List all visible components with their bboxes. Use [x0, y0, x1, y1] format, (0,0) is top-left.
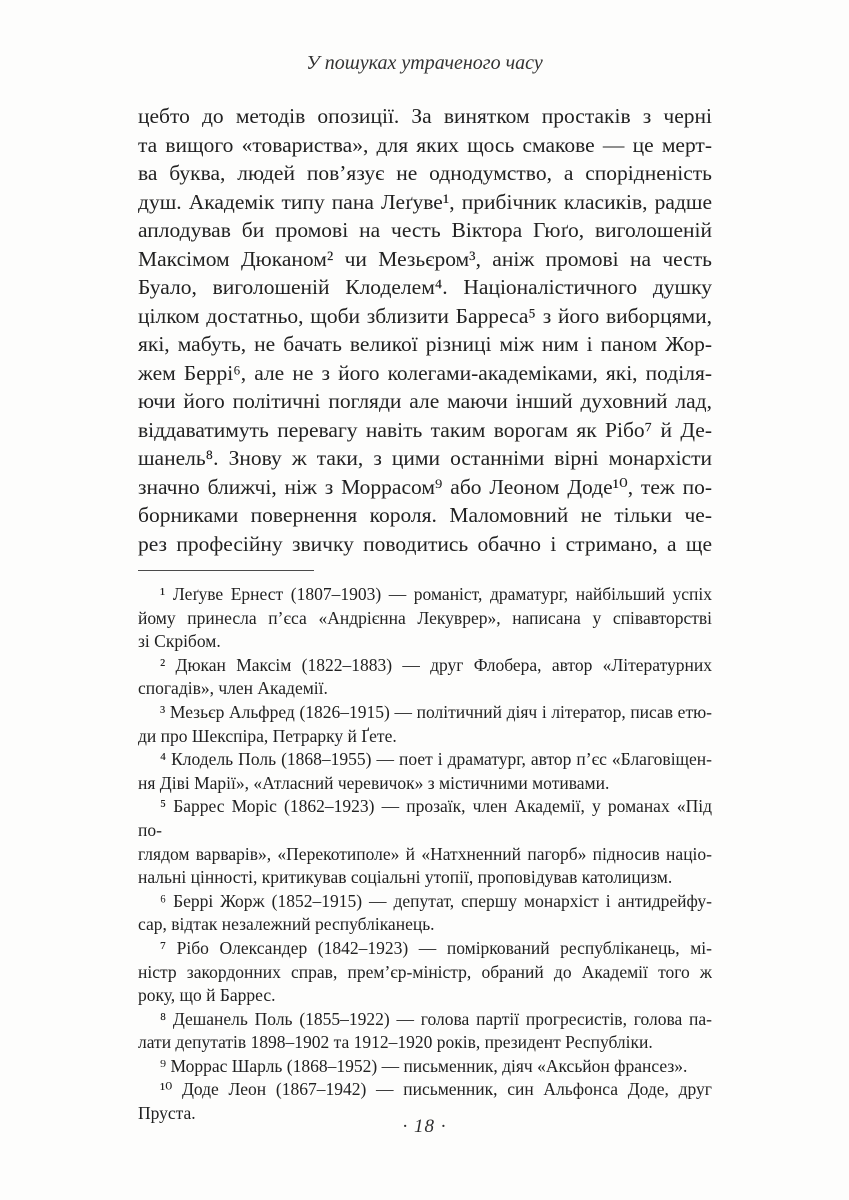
body-text-line: цебто до методів опозиції. За винятком простаків з черні — [138, 104, 712, 128]
footnotes-section — [138, 583, 712, 1126]
body-text-line: душ. Академік типу пана Леґуве¹, прибічник класиків, радше — [138, 189, 712, 214]
footnote-text-line: ¹⁰ Доде Леон (1867–1942) — письменник, син Альфонса Доде, друг Пруста. — [138, 1079, 712, 1124]
footnote — [138, 937, 712, 1008]
footnote-text-line: ³ Мезьєр Альфред (1826–1915) — політичний діяч і літератор, писав етю- — [160, 701, 712, 722]
footnote-text-line: йому принесла п’єса «Андрієнна Лекуврер», написана у співавторстві — [138, 607, 712, 628]
body-text-line: рез професійну звичку поводитись обачно і стримано, а ще — [138, 531, 712, 556]
footnote — [138, 795, 712, 889]
footnote — [138, 654, 712, 701]
body-text-line: які, мабуть, не бачать великої різниці між ним і паном Жор- — [138, 332, 712, 356]
footnote — [138, 890, 712, 937]
footnote-text-line: ністр закордонних справ, прем’єр-міністр, обраний до Академії того ж — [138, 961, 712, 982]
footnote — [138, 701, 712, 748]
footnote-text-line: зі Скрібом. — [138, 631, 221, 652]
footnote-text-line: ² Дюкан Максім (1822–1883) — друг Флобера, автор «Літературних — [160, 654, 712, 675]
body-text-line: та вищого «товариства», для яких щось смакове — це мерт- — [138, 132, 712, 157]
footnote-text-line: ⁵ Баррес Моріс (1862–1923) — прозаїк, член Академії, у романах «Під по- — [138, 796, 712, 840]
footnote-text-line: нальні цінності, критикував соціальні утопії, проповідував католицизм. — [138, 867, 673, 888]
footnote-text-line: ⁶ Беррі Жорж (1852–1915) — депутат, спершу монархіст і антидрейфу- — [160, 890, 712, 911]
footnote-text-line: лати депутатів 1898–1902 та 1912–1920 років, президент Республіки. — [138, 1032, 653, 1053]
body-text-line: аплодував би промові на честь Віктора Гюґо, виголошеній — [138, 218, 712, 242]
footnote — [138, 583, 712, 654]
body-text-line: Буало, виголошеній Клоделем⁴. Націоналістичного душку — [138, 275, 712, 299]
body-text-line: ва буква, людей пов’язує не однодумство, а спорідненість — [138, 161, 712, 185]
footnote-text-line: ня Діві Марії», «Атласний черевичок» з містичними мотивами. — [138, 772, 610, 793]
footnote — [138, 748, 712, 795]
footnote-text-line: року, що й Баррес. — [138, 985, 276, 1006]
body-text-line: Максімом Дюканом² чи Мезьєром³, аніж промові на честь — [138, 246, 712, 271]
footnote-text-line: ⁸ Дешанель Поль (1855–1922) — голова партії прогресистів, голова па- — [160, 1008, 712, 1029]
footnote-separator — [138, 570, 314, 571]
body-text-line: ючи його політичні погляди але маючи інший духовний лад, — [138, 389, 712, 413]
body-text-line: значно ближчі, ніж з Моррасом⁹ або Леоном Доде¹⁰, теж по- — [138, 474, 712, 499]
footnote-text-line: ¹ Леґуве Ернест (1807–1903) — романіст, драматург, найбільший успіх — [160, 584, 712, 604]
body-paragraph — [138, 102, 712, 558]
footnote-text-line: ди про Шекспіра, Петрарку й Ґете. — [138, 725, 397, 746]
body-text-line: жем Беррі⁶, але не з його колегами-академіками, які, поділя- — [138, 360, 712, 385]
footnote-text-line: глядом варварів», «Перекотиполе» й «Натхненний пагорб» підносив націо- — [138, 843, 712, 864]
footnote — [138, 1008, 712, 1055]
body-text-line: шанель⁸. Знову ж таки, з цими останніми вірні монархісти — [138, 446, 712, 470]
page-number: · 18 · — [402, 1116, 447, 1137]
footnote-text-line: спогадів», член Академії. — [138, 678, 328, 699]
body-text-line: борниками повернення короля. Маломовний не тільки че- — [138, 503, 712, 527]
footnote-text-line: ⁴ Клодель Поль (1868–1955) — поет і драматург, автор п’єс «Благовіщен- — [160, 749, 712, 770]
footnote-text-line: ⁷ Рібо Олександер (1842–1923) — поміркований республіканець, мі- — [160, 937, 712, 958]
body-text-line: цілком достатньо, щоби зблизити Барреса⁵ з його виборцями, — [138, 303, 712, 328]
running-header: У пошуках утраченого часу — [306, 52, 543, 74]
footnote — [138, 1055, 712, 1079]
footnote-text-line: сар, відтак незалежний республіканець. — [138, 914, 435, 935]
footnote-text-line: ⁹ Моррас Шарль (1868–1952) — письменник, діяч «Аксьйон франсез». — [160, 1055, 688, 1076]
body-text-line: віддаватимуть перевагу навіть таким ворогам як Рібо⁷ й Де- — [138, 417, 712, 442]
